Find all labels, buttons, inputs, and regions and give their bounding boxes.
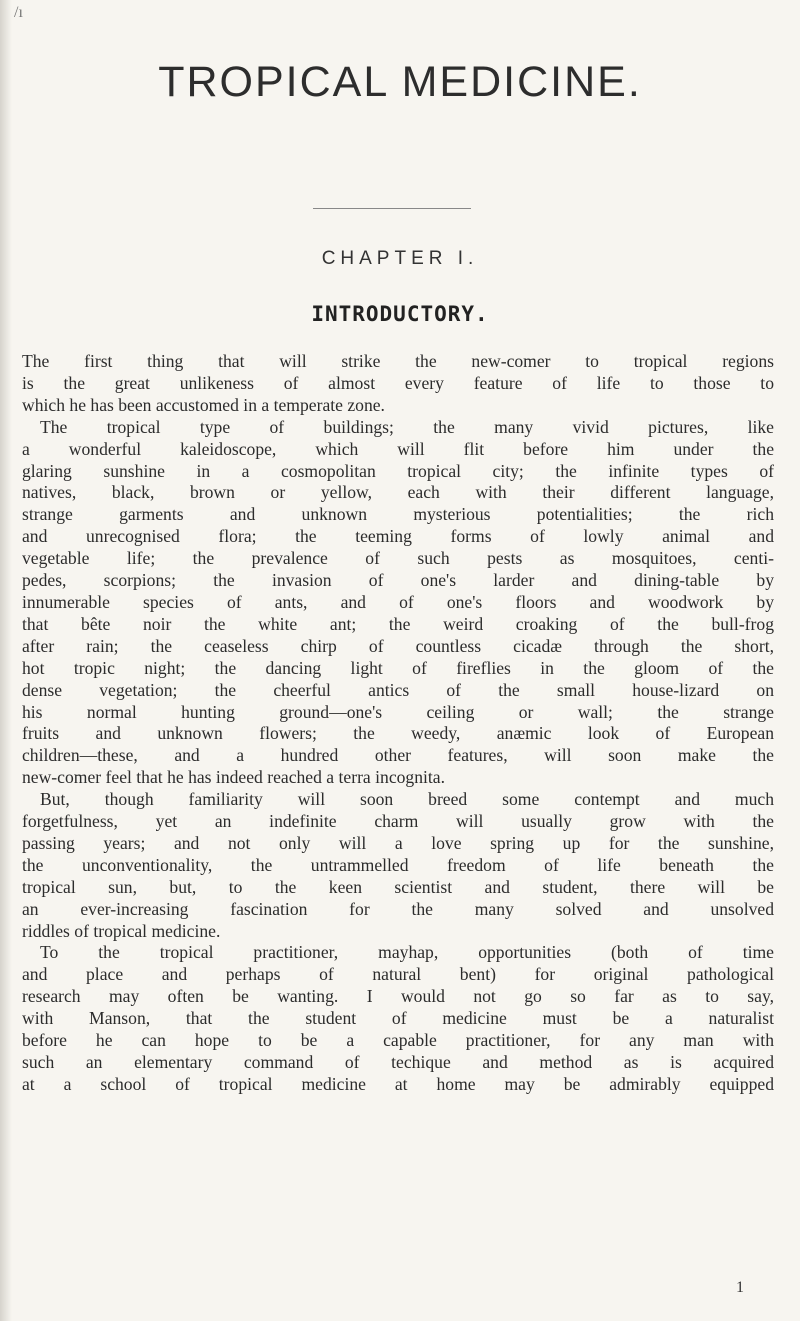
body-text — [22, 351, 774, 1096]
text-line: his normal hunting ground—one's ceiling or wall; the strange — [22, 701, 774, 722]
text-line: riddles of tropical medicine. — [22, 920, 221, 941]
text-line: To the tropical practitioner, mayhap, opportunities (both of time — [40, 942, 774, 963]
text-line: the unconventionality, the untrammelled freedom of life beneath the — [22, 854, 774, 875]
text-line: hot tropic night; the dancing light of fireflies in the gloom of the — [22, 657, 774, 678]
chapter-subtitle: INTRODUCTORY. — [311, 302, 489, 326]
text-line: before he can hope to be a capable practitioner, for any man with — [22, 1030, 774, 1051]
text-line: and place and perhaps of natural bent) for original pathological — [22, 964, 774, 985]
text-line: which he has been accustomed in a temperate zone. — [22, 394, 385, 415]
text-line: is the great unlikeness of almost every feature of life to those to — [22, 372, 774, 393]
text-line: and unrecognised flora; the teeming forms of lowly animal and — [22, 526, 774, 547]
text-line: But, though familiarity will soon breed some contempt and much — [40, 789, 774, 810]
text-line: a wonderful kaleidoscope, which will flit before him under the — [22, 438, 774, 459]
text-line: tropical sun, but, to the keen scientist and student, there will be — [22, 876, 774, 897]
page-number: 1 — [736, 1279, 744, 1296]
text-line: that bête noir the white ant; the weird croaking of the bull-frog — [22, 613, 774, 634]
title-rule — [313, 208, 471, 209]
text-line: new-comer feel that he has indeed reached a terra incognita. — [22, 767, 446, 788]
text-line: The first thing that will strike the new-comer to tropical regions — [22, 351, 774, 371]
text-line: with Manson, that the student of medicine must be a naturalist — [22, 1008, 774, 1029]
text-line: forgetfulness, yet an indefinite charm will usually grow with the — [22, 811, 774, 832]
corner-mark: /ı — [14, 4, 23, 21]
text-line: strange garments and unknown mysterious potentialities; the rich — [22, 504, 774, 525]
page-title: TROPICAL MEDICINE. — [158, 58, 642, 106]
text-line: innumerable species of ants, and of one's floors and woodwork by — [22, 591, 774, 612]
binding-shadow — [0, 0, 12, 1321]
text-line: glaring sunshine in a cosmopolitan tropical city; the infinite types of — [22, 460, 774, 481]
text-line: dense vegetation; the cheerful antics of the small house-lizard on — [22, 679, 774, 700]
text-line: passing years; and not only will a love spring up for the sunshine, — [22, 832, 774, 853]
text-line: vegetable life; the prevalence of such pests as mosquitoes, centi- — [22, 548, 774, 569]
text-line: The tropical type of buildings; the many vivid pictures, like — [40, 416, 774, 437]
text-line: fruits and unknown flowers; the weedy, anæmic look of European — [22, 723, 774, 744]
text-line: pedes, scorpions; the invasion of one's larder and dining-table by — [22, 570, 774, 591]
text-line: at a school of tropical medicine at home may be admirably equipped — [22, 1073, 774, 1094]
text-line: research may often be wanting. I would not go so far as to say, — [22, 986, 774, 1007]
text-line: such an elementary command of techique and method as is acquired — [22, 1052, 774, 1072]
chapter-heading: CHAPTER I. — [321, 248, 479, 269]
text-line: natives, black, brown or yellow, each with their different language, — [22, 482, 774, 503]
text-line: children—these, and a hundred other features, will soon make the — [22, 745, 774, 766]
text-line: an ever-increasing fascination for the many solved and unsolved — [22, 898, 774, 919]
text-line: after rain; the ceaseless chirp of countless cicadæ through the short, — [22, 635, 774, 656]
